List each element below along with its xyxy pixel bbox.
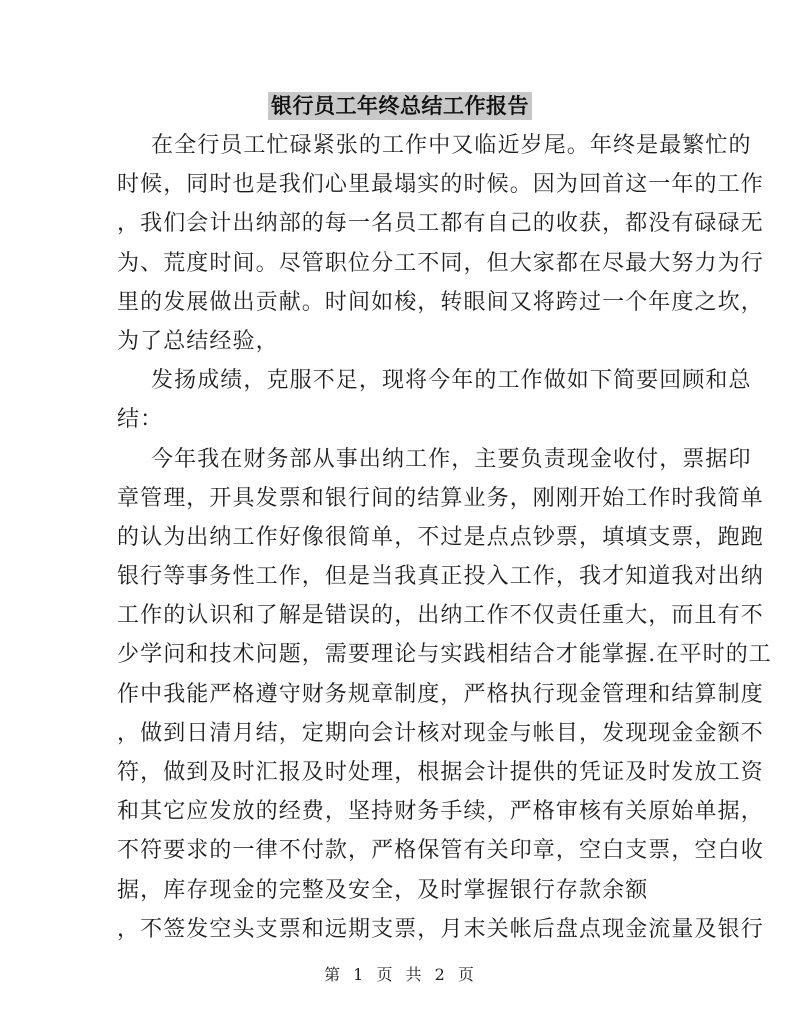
- text-line: 为了总结经验，: [117, 328, 279, 354]
- text-line: 工作的认识和了解是错误的，出纳工作不仅责任重大，而且有不: [117, 603, 764, 629]
- text-line: 章管理，开具发票和银行间的结算业务，刚刚开始工作时我简单: [117, 485, 764, 511]
- text-line: 结：: [117, 407, 164, 433]
- document-body: [117, 126, 772, 949]
- text-line: 时候，同时也是我们心里最塌实的时候。因为回首这一年的工作: [117, 172, 764, 198]
- text-line: 的认为出纳工作好像很简单，不过是点点钞票，填填支票，跑跑: [117, 524, 764, 550]
- text-line: 作中我能严格遵守财务规章制度，严格执行现金管理和结算制度: [117, 681, 764, 707]
- text-line: ，做到日清月结，定期向会计核对现金与帐目，发现现金金额不: [117, 720, 764, 746]
- title-container: [0, 92, 800, 120]
- text-line: 据，库存现金的完整及安全，及时掌握银行存款余额: [117, 877, 649, 903]
- text-line: ，我们会计出纳部的每一名员工都有自己的收获，都没有碌碌无: [117, 211, 764, 237]
- text-line: 发扬成绩，克服不足，现将今年的工作做如下简要回顾和总: [151, 368, 752, 394]
- text-line: 今年我在财务部从事出纳工作，主要负责现金收付，票据印: [151, 446, 752, 472]
- text-line: 和其它应发放的经费，坚持财务手续，严格审核有关原始单据，: [117, 799, 764, 825]
- text-line: 不符要求的一律不付款，严格保管有关印章，空白支票，空白收: [117, 838, 764, 864]
- text-line: 符，做到及时汇报及时处理，根据会计提供的凭证及时发放工资: [117, 760, 764, 785]
- document-title: 银行员工年终总结工作报告: [268, 92, 532, 120]
- text-line: 为、荒度时间。尽管职位分工不同，但大家都在尽最大努力为行: [117, 250, 764, 276]
- text-line: 少学问和技术问题，需要理论与实践相结合才能掌握.在平时的工: [117, 642, 772, 668]
- page-number-footer: 第 1 页 共 2 页: [324, 965, 476, 984]
- text-line: 银行等事务性工作，但是当我真正投入工作，我才知道我对出纳: [117, 564, 764, 590]
- text-line: ，不签发空头支票和远期支票，月末关帐后盘点现金流量及银行: [117, 916, 764, 942]
- text-line: 在全行员工忙碌紧张的工作中又临近岁尾。年终是最繁忙的: [151, 133, 752, 158]
- text-line: 里的发展做出贡献。时间如梭，转眼间又将跨过一个年度之坎，: [117, 289, 764, 315]
